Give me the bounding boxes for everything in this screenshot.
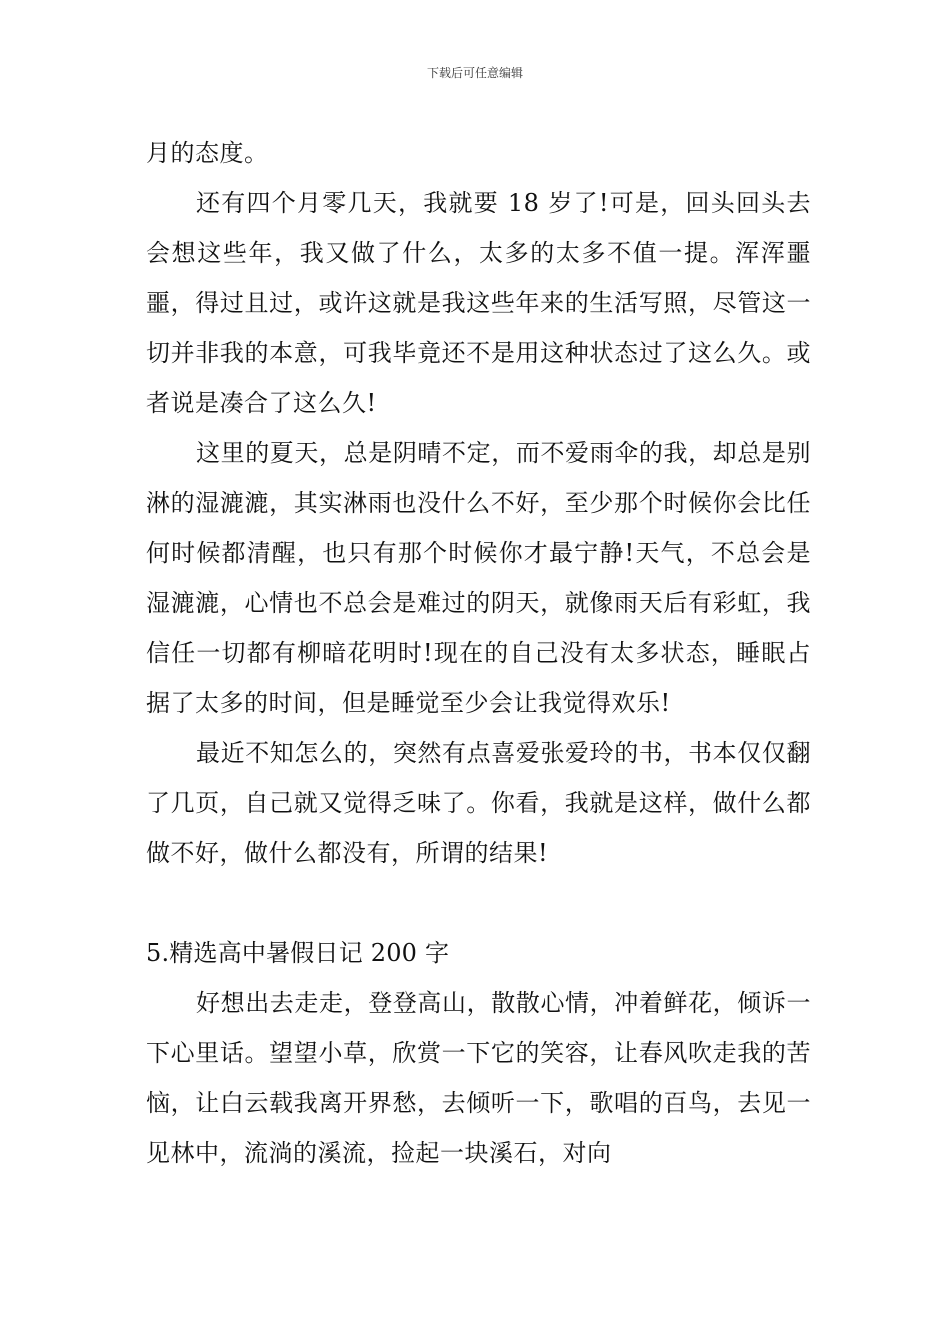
page-header-note: 下载后可任意编辑 bbox=[426, 66, 523, 80]
paragraph-continuation: 月的态度。 bbox=[146, 139, 269, 167]
document-body bbox=[146, 128, 811, 1178]
section-gap bbox=[146, 878, 811, 928]
paragraph-18-years: 还有四个月零几天，我就要 18 岁了!可是，回头回头去会想这些年，我又做了什么，太多的太多不值一提。浑浑噩噩，得过且过，或许这就是我这些年来的生活写照，尽管这一切并非我的本意，可我毕竟还不是用这种状态过了这么久。或者说是凑合了这么久! bbox=[146, 189, 811, 417]
section-heading-5: 5.精选高中暑假日记 200 字 bbox=[146, 939, 450, 967]
paragraph-go-out: 好想出去走走，登登高山，散散心情，冲着鲜花，倾诉一下心里话。望望小草，欣赏一下它的笑容，让春风吹走我的苦恼，让白云载我离开界愁，去倾听一下，歌唱的百鸟，去见一见林中，流淌的溪流，捡起一块溪石，对向 bbox=[146, 989, 811, 1167]
paragraph-books: 最近不知怎么的，突然有点喜爱张爱玲的书，书本仅仅翻了几页，自己就又觉得乏味了。你看，我就是这样，做什么都做不好，做什么都没有，所谓的结果! bbox=[146, 739, 811, 867]
paragraph-summer-rain: 这里的夏天，总是阴晴不定，而不爱雨伞的我，却总是别淋的湿漉漉，其实淋雨也没什么不好，至少那个时候你会比任何时候都清醒，也只有那个时候你才最宁静!天气，不总会是湿漉漉，心情也不总会是难过的阴天，就像雨天后有彩虹，我信任一切都有柳暗花明时!现在的自己没有太多状态，睡眠占据了太多的时间，但是睡觉至少会让我觉得欢乐! bbox=[146, 439, 811, 717]
